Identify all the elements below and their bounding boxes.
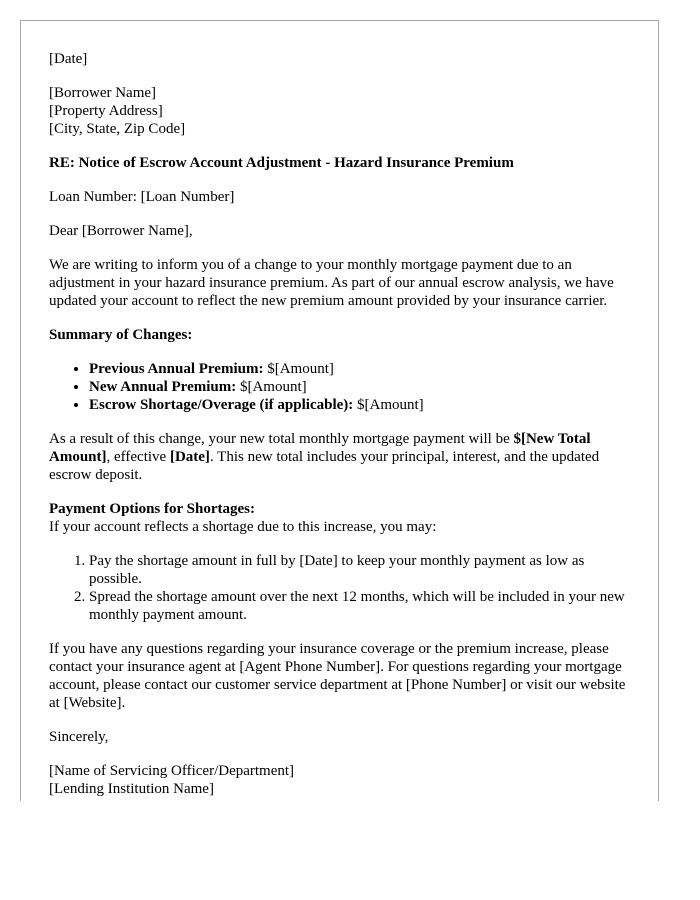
- recipient-city-state-zip: [City, State, Zip Code]: [49, 121, 186, 137]
- signature-name: [Name of Servicing Officer/Department]: [49, 763, 295, 779]
- options-heading: Payment Options for Shortages:: [49, 501, 255, 517]
- contact-paragraph: If you have any questions regarding your insurance coverage or the premium increase, please contact your insurance agent at [Agent Phone Number]. For questions regarding your mortgage account, please contact our customer service department at [Phone Number] or visit our website at [Website].: [49, 641, 626, 711]
- closing: Sincerely,: [49, 729, 109, 745]
- summary-item-value: $[Amount]: [357, 397, 424, 413]
- summary-heading: Summary of Changes:: [49, 327, 193, 343]
- effective-date: [Date]: [169, 449, 210, 465]
- loan-number-line: [49, 188, 630, 206]
- recipient-name: [Borrower Name]: [49, 85, 157, 101]
- options-block: [49, 500, 630, 536]
- signature-block: [49, 762, 630, 798]
- summary-item-label: New Annual Premium:: [89, 379, 237, 395]
- result-text-1: As a result of this change, your new total monthly mortgage payment will be: [49, 431, 514, 447]
- option-item: 2. Spread the shortage amount over the next 12 months, which will be included in your new monthly payment amount.: [89, 588, 630, 624]
- summary-item-label: Escrow Shortage/Overage (if applicable):: [89, 397, 354, 413]
- result-text-2: , effective: [106, 449, 170, 465]
- letter-subject: RE: Notice of Escrow Account Adjustment - Hazard Insurance Premium: [49, 155, 514, 171]
- loan-number-value: [Loan Number]: [140, 189, 235, 205]
- loan-number-label: Loan Number:: [49, 189, 137, 205]
- recipient-address: [Property Address]: [49, 103, 163, 119]
- recipient-block: [49, 84, 630, 138]
- signature-institution: [Lending Institution Name]: [49, 781, 214, 797]
- summary-item: [89, 378, 630, 396]
- options-intro: If your account reflects a shortage due to this increase, you may:: [49, 519, 437, 535]
- new-total-amount: $[New Total Amount]: [49, 431, 591, 465]
- option-item: 1. Pay the shortage amount in full by [Date] to keep your monthly payment as low as possible.: [89, 552, 630, 588]
- summary-item-value: $[Amount]: [267, 361, 334, 377]
- summary-list: [49, 360, 630, 414]
- result-text-3: . This new total includes your principal, interest, and the updated escrow deposit.: [49, 449, 600, 483]
- letter-page: [20, 20, 659, 801]
- result-paragraph: [49, 430, 630, 484]
- summary-item: [89, 360, 630, 378]
- intro-paragraph: We are writing to inform you of a change to your monthly mortgage payment due to an adjustment in your hazard insurance premium. As part of our annual escrow analysis, we have updated your account to reflect the new premium amount provided by your insurance carrier.: [49, 257, 614, 309]
- summary-item-label: Previous Annual Premium:: [89, 361, 264, 377]
- salutation: Dear [Borrower Name],: [49, 223, 193, 239]
- options-list: [49, 552, 630, 624]
- summary-item: [89, 396, 630, 414]
- summary-item-value: $[Amount]: [239, 379, 307, 395]
- letter-date: [Date]: [49, 51, 88, 67]
